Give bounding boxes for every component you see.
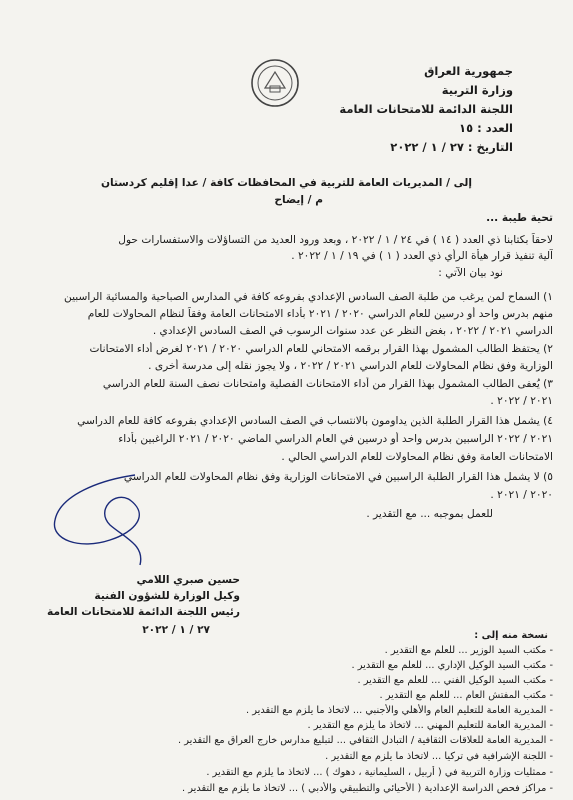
letterhead (283, 62, 513, 157)
list-item: - مكتب المفتش العام ... للعلم مع التقدير . (90, 689, 553, 702)
list-item: - المديرية العامة للعلاقات الثقافية / التبادل الثقافي ... لتبليغ مدارس خارج العراق مع التقدير . (90, 734, 553, 747)
point-3-line-2: ٢٠٢١ / ٢٠٢٢ . (490, 395, 553, 407)
signatory-title-1: وكيل الوزارة للشؤون الفنية (94, 590, 240, 602)
signature-date: ٢٧ / ١ / ٢٠٢٢ (142, 624, 210, 636)
intro-paragraph-line-1: لاحقاً بكتابنا ذي العدد ( ١٤ ) في ٢٤ / ١ / ٢٠٢٢ ، وبعد ورود العديد من التساؤلات والاستفسارات حول (118, 234, 553, 246)
document-number: العدد : ١٥ (459, 121, 513, 135)
point-1-line-1: ١) السماح لمن يرغب من طلبة الصف السادس الإعدادي بفروعه كافة في المدارس الصباحية والمسائية الراسبين (64, 291, 553, 303)
list-item: - المديرية العامة للتعليم العام والأهلي والأجنبي ... لاتخاذ ما يلزم مع التقدير . (90, 704, 553, 717)
list-item: - مكتب السيد الوكيل الفني ... للعلم مع التقدير . (90, 674, 553, 687)
ministry-seal-icon (250, 58, 300, 108)
point-4-line-1: ٤) يشمل هذا القرار الطلبة الذين يداومون بالانتساب في الصف السادس الإعدادي بفروعه كافة للعام الدراسي (77, 415, 553, 427)
list-item: - مراكز فحص الدراسة الإعدادية ( الأحيائي والتطبيقي والأدبي ) ... لاتخاذ ما يلزم مع التقدير . (90, 782, 553, 795)
signatory-title-2: رئيس اللجنة الدائمة للامتحانات العامة (47, 606, 240, 618)
recipient-line: إلى / المديريات العامة للتربية في المحافظات كافة / عدا إقليم كردستان (101, 177, 472, 189)
point-2-line-1: ٢) يحتفظ الطالب المشمول بهذا القرار برقمه الامتحاني للعام الدراسي ٢٠٢٠ / ٢٠٢١ لغرض أداء الامتحانات (89, 343, 553, 355)
copies-heading: نسخة منه إلى : (474, 630, 548, 641)
list-item: - ممثليات وزارة التربية في ( أربيل ، السليمانية ، دهوك ) ... لاتخاذ ما يلزم مع التقدير . (90, 766, 553, 779)
closing-line: للعمل بموجبه ... مع التقدير . (366, 508, 493, 520)
point-4-line-2: ٢٠٢١ / ٢٠٢٢ الراسبين بدرس واحد أو درسين في العام الدراسي الماضي ٢٠٢٠ / ٢٠٢١ الراغبين بأداء (118, 433, 553, 445)
list-item: - مكتب السيد الوزير ... للعلم مع التقدير . (90, 644, 553, 657)
country-name: جمهورية العراق (424, 64, 513, 78)
point-1-line-3: الدراسي ٢٠٢١ / ٢٠٢٢ ، بغض النظر عن عدد سنوات الرسوب في الصف السادس الإعدادي . (152, 325, 553, 337)
point-4-line-3: الامتحانات العامة وفق نظام المحاولات للعام الدراسي الحالي . (281, 451, 553, 463)
list-item: - مكتب السيد الوكيل الإداري ... للعلم مع التقدير . (90, 659, 553, 672)
list-item: - اللجنة الإشرافية في تركيا ... لاتخاذ ما يلزم مع التقدير . (90, 750, 553, 763)
ministry-name: وزارة التربية (441, 83, 513, 97)
point-2-line-2: الوزارية وفق نظام المحاولات للعام الدراسي ٢٠٢١ / ٢٠٢٢ ، ولا يجوز نقله إلى مدرسة أخرى . (148, 360, 553, 372)
subject-line: م / إيضاح (274, 194, 323, 206)
list-item: - المديرية العامة للتعليم المهني ... لاتخاذ ما يلزم مع التقدير . (90, 719, 553, 732)
intro-statement: نود بيان الآتي : (438, 267, 503, 279)
point-5-line-2: ٢٠٢٠ / ٢٠٢١ . (490, 489, 553, 501)
document-date: التاريخ : ٢٧ / ١ / ٢٠٢٢ (390, 140, 513, 154)
committee-name: اللجنة الدائمة للامتحانات العامة (339, 102, 513, 116)
point-3-line-1: ٣) يُعفى الطالب المشمول بهذا القرار من أداء الامتحانات الفصلية وامتحانات نصف السنة للعام الدراسي (102, 378, 553, 390)
greeting: تحية طيبة ... (486, 212, 553, 224)
point-1-line-2: منهم بدرس واحد أو درسين للعام الدراسي ٢٠٢٠ / ٢٠٢١ بأداء الامتحانات العامة وفقاً لنظام المحاولات للعام (87, 308, 553, 320)
handwritten-signature-icon (40, 470, 180, 580)
intro-paragraph-line-2: آلية تنفيذ قرار هيأة الرأي ذي العدد ( ١ ) في ١٩ / ١ / ٢٠٢٢ . (291, 250, 553, 262)
point-5-line-1: ٥) لا يشمل هذا القرار الطلبة الراسبين في الامتحانات الوزارية وفق نظام المحاولات للعام الدراسي (123, 471, 553, 483)
signatory-name: حسين صبري اللامي (136, 574, 240, 586)
